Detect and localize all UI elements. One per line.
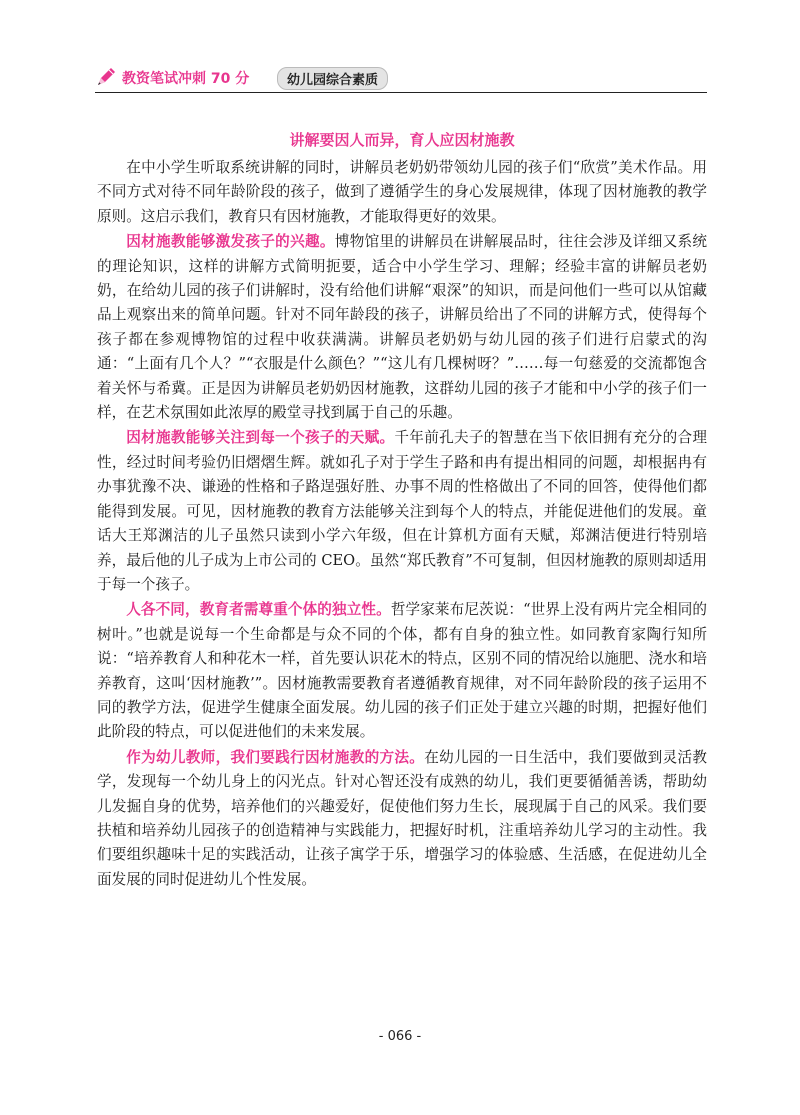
article-body (97, 128, 707, 893)
article-title: 讲解要因人而异，育人应因材施教 (289, 131, 515, 149)
paragraph-lead: 因材施教能够激发孩子的兴趣。 (126, 233, 335, 251)
paragraph-lead: 人各不同，教育者需尊重个体的独立性。 (126, 601, 391, 619)
paragraph-text: 千年前孔夫子的智慧在当下依旧拥有充分的合理性，经过时间考验仍旧熠熠生辉。就如孔子对于学生子路和冉有提出相同的问题，却根据冉有办事犹豫不决、谦逊的性格和子路逞强好胜、办事不周的性格做出了不同的回答，使得他们都能得到发展。可见，因材施教的教育方法能够关注到每个人的特点，并能促进他们的发展。童话大王郑渊洁的儿子虽然只读到小学六年级，但在计算机方面有天赋，郑渊洁便进行特别培养，最后他的儿子成为上市公司的 CEO。虽然“郑氏教育”不可复制，但因材施教的原则却适用于每一个孩子。 (97, 429, 707, 593)
paragraph-text: 博物馆里的讲解员在讲解展品时，往往会涉及详细又系统的理论知识，这样的讲解方式简明扼要，适合中小学生学习、理解；经验丰富的讲解员老奶奶，在给幼儿园的孩子们讲解时，没有给他们讲解“艰深”的知识，而是问他们一些可以从馆藏品上观察出来的简单问题。针对不同年龄段的孩子，讲解员给出了不同的讲解方式，使得每个孩子都在参观博物馆的过程中收获满满。讲解员老奶奶与幼儿园的孩子们进行启蒙式的沟通：“上面有几个人？”“衣服是什么颜色？”“这儿有几棵树呀？”……每一句慈爱的交流都饱含着关怀与希冀。正是因为讲解员老奶奶因材施教，这群幼儿园的孩子才能和中小学的孩子们一样，在艺术氛围如此浓厚的殿堂寻找到属于自己的乐趣。 (97, 233, 707, 422)
header-subject-badge: 幼儿园综合素质 (277, 67, 388, 90)
pencil-icon (95, 66, 117, 88)
paragraph-1 (97, 156, 707, 229)
page-number: - 066 - (378, 1029, 422, 1044)
page-header (95, 62, 707, 93)
paragraph-5 (97, 746, 707, 892)
paragraph-text: 哲学家莱布尼茨说：“世界上没有两片完全相同的树叶。”也就是说每一个生命都是与众不同的个体，都有自身的独立性。如同教育家陶行知所说：“培养教育人和种花木一样，首先要认识花木的特点，区别不同的情况给以施肥、浇水和培养教育，这叫‘因材施教’”。因材施教需要教育者遵循教育规律，对不同年龄阶段的孩子运用不同的教学方法，促进学生健康全面发展。幼儿园的孩子们正处于建立兴趣的时期，把握好他们此阶段的特点，可以促进他们的未来发展。 (97, 601, 707, 741)
header-title: 教资笔试冲刺 70 分 (122, 71, 250, 87)
paragraph-text: 在幼儿园的一日生活中，我们要做到灵活教学，发现每一个幼儿身上的闪光点。针对心智还没有成熟的幼儿，我们更要循循善诱，帮助幼儿发掘自身的优势，培养他们的兴趣爱好，促使他们努力生长，展现属于自己的风采。我们要扶植和培养幼儿园孩子的创造精神与实践能力，把握好时机，注重培养幼儿学习的主动性。我们要组织趣味十足的实践活动，让孩子寓学于乐，增强学习的体验感、生活感，在促进幼儿全面发展的同时促进幼儿个性发展。 (97, 748, 707, 888)
paragraph-3 (97, 426, 707, 597)
paragraph-4 (97, 598, 707, 744)
paragraph-lead: 因材施教能够关注到每一个孩子的天赋。 (126, 429, 395, 447)
paragraph-lead: 作为幼儿教师，我们要践行因材施教的方法。 (126, 748, 425, 766)
paragraph-text: 在中小学生听取系统讲解的同时，讲解员老奶奶带领幼儿园的孩子们“欣赏”美术作品。用不同方式对待不同年龄阶段的孩子，做到了遵循学生的身心发展规律，体现了因材施教的教学原则。这启示我们，教育只有因材施教，才能取得更好的效果。 (97, 159, 707, 225)
paragraph-2 (97, 230, 707, 425)
